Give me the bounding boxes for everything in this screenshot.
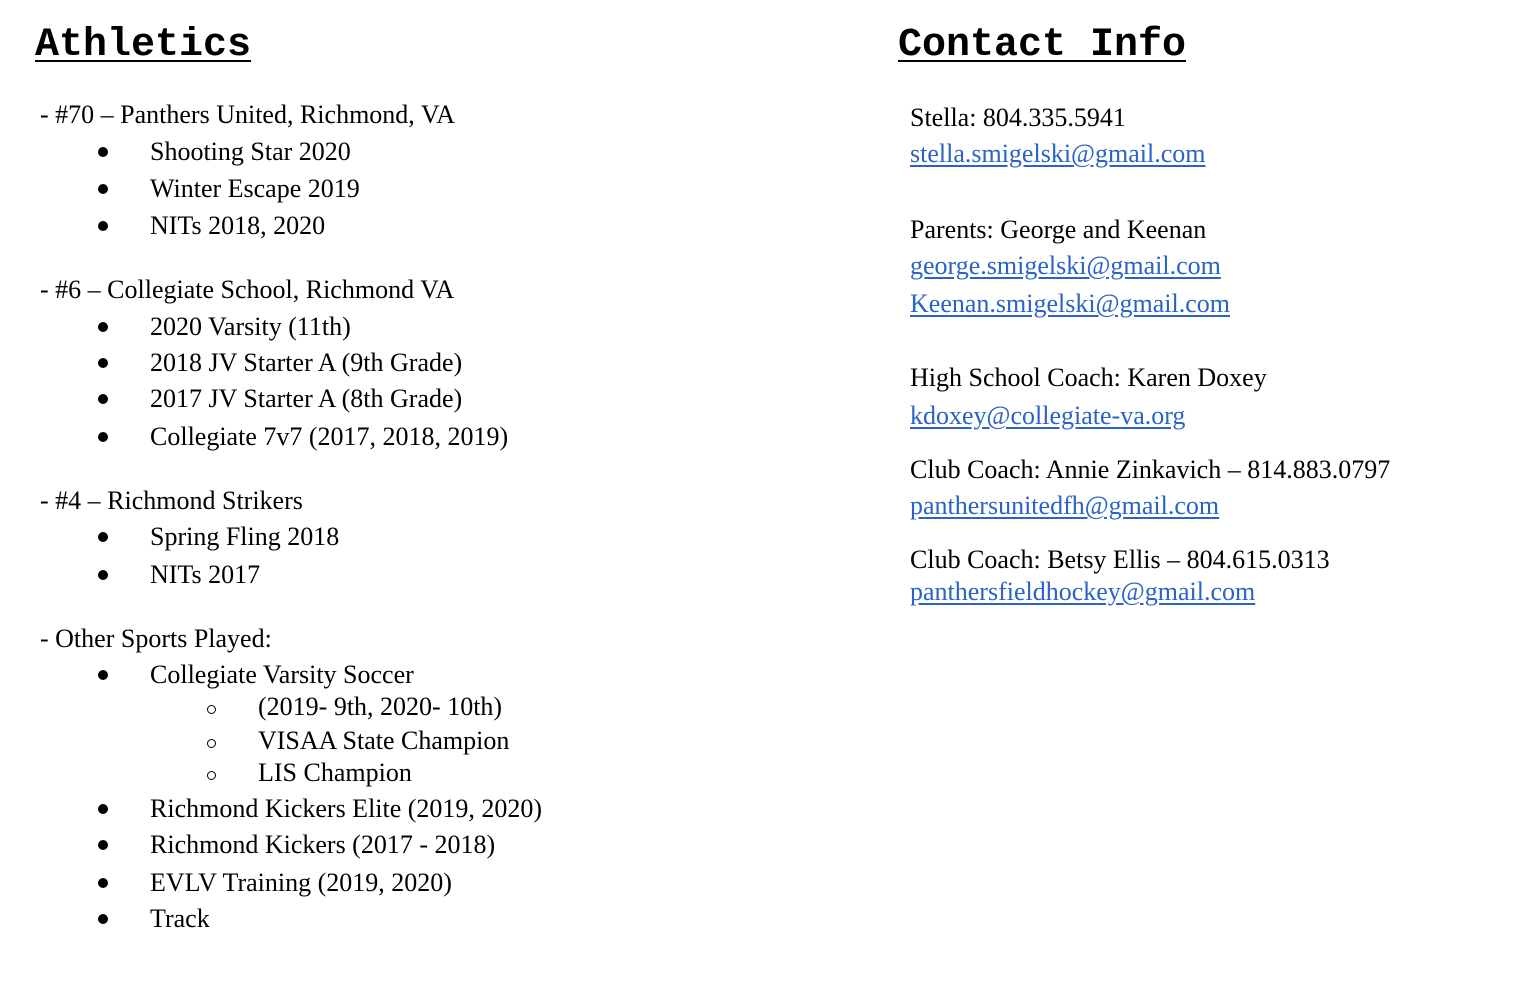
team-header-panthers-united: - #70 – Panthers United, Richmond, VA — [40, 100, 456, 129]
list-item: Winter Escape 2019 — [150, 174, 360, 203]
club-coach-betsy-email-link[interactable]: panthersfieldhockey@gmail.com — [910, 577, 1256, 606]
stella-email-link[interactable]: stella.smigelski@gmail.com — [910, 139, 1206, 168]
team-header-collegiate: - #6 – Collegiate School, Richmond VA — [40, 275, 455, 304]
parents-label: Parents: George and Keenan — [910, 215, 1207, 244]
list-item: Richmond Kickers Elite (2019, 2020) — [150, 794, 543, 823]
team-header-richmond-strikers: - #4 – Richmond Strikers — [40, 486, 303, 515]
sub-list-item: (2019- 9th, 2020- 10th) — [258, 692, 503, 721]
bullet-icon — [98, 878, 108, 888]
stella-phone: Stella: 804.335.5941 — [910, 103, 1126, 132]
club-coach-betsy-label: Club Coach: Betsy Ellis – 804.615.0313 — [910, 545, 1330, 574]
bullet-icon — [98, 532, 108, 542]
bullet-icon — [98, 914, 108, 924]
bullet-icon — [98, 432, 108, 442]
list-item: NITs 2018, 2020 — [150, 211, 326, 240]
list-item: Richmond Kickers (2017 - 2018) — [150, 830, 496, 859]
list-item: 2020 Varsity (11th) — [150, 312, 351, 341]
bullet-icon — [98, 840, 108, 850]
bullet-icon — [98, 221, 108, 231]
contact-info-heading: Contact Info — [898, 23, 1187, 68]
list-item: 2018 JV Starter A (9th Grade) — [150, 348, 463, 377]
sub-list-item: LIS Champion — [258, 758, 412, 787]
list-item: Collegiate 7v7 (2017, 2018, 2019) — [150, 422, 509, 451]
list-item: Spring Fling 2018 — [150, 522, 340, 551]
hollow-bullet-icon — [207, 739, 216, 748]
bullet-icon — [98, 670, 108, 680]
hs-coach-label: High School Coach: Karen Doxey — [910, 363, 1267, 392]
sub-list-item: VISAA State Champion — [258, 726, 510, 755]
bullet-icon — [98, 147, 108, 157]
list-item: EVLV Training (2019, 2020) — [150, 868, 452, 897]
george-email-link[interactable]: george.smigelski@gmail.com — [910, 251, 1221, 280]
keenan-email-link[interactable]: Keenan.smigelski@gmail.com — [910, 289, 1230, 318]
club-coach-annie-email-link[interactable]: panthersunitedfh@gmail.com — [910, 491, 1220, 520]
hs-coach-email-link[interactable]: kdoxey@collegiate-va.org — [910, 401, 1186, 430]
other-sports-header: - Other Sports Played: — [40, 624, 272, 653]
bullet-icon — [98, 358, 108, 368]
bullet-icon — [98, 322, 108, 332]
bullet-icon — [98, 570, 108, 580]
list-item: Shooting Star 2020 — [150, 137, 351, 166]
list-item: 2017 JV Starter A (8th Grade) — [150, 384, 463, 413]
bullet-icon — [98, 394, 108, 404]
bullet-icon — [98, 804, 108, 814]
hollow-bullet-icon — [207, 771, 216, 780]
club-coach-annie-label: Club Coach: Annie Zinkavich – 814.883.0797 — [910, 455, 1391, 484]
list-item: Collegiate Varsity Soccer — [150, 660, 414, 689]
bullet-icon — [98, 184, 108, 194]
athletics-heading: Athletics — [35, 23, 252, 68]
hollow-bullet-icon — [207, 705, 216, 714]
list-item: Track — [150, 904, 210, 933]
list-item: NITs 2017 — [150, 560, 261, 589]
